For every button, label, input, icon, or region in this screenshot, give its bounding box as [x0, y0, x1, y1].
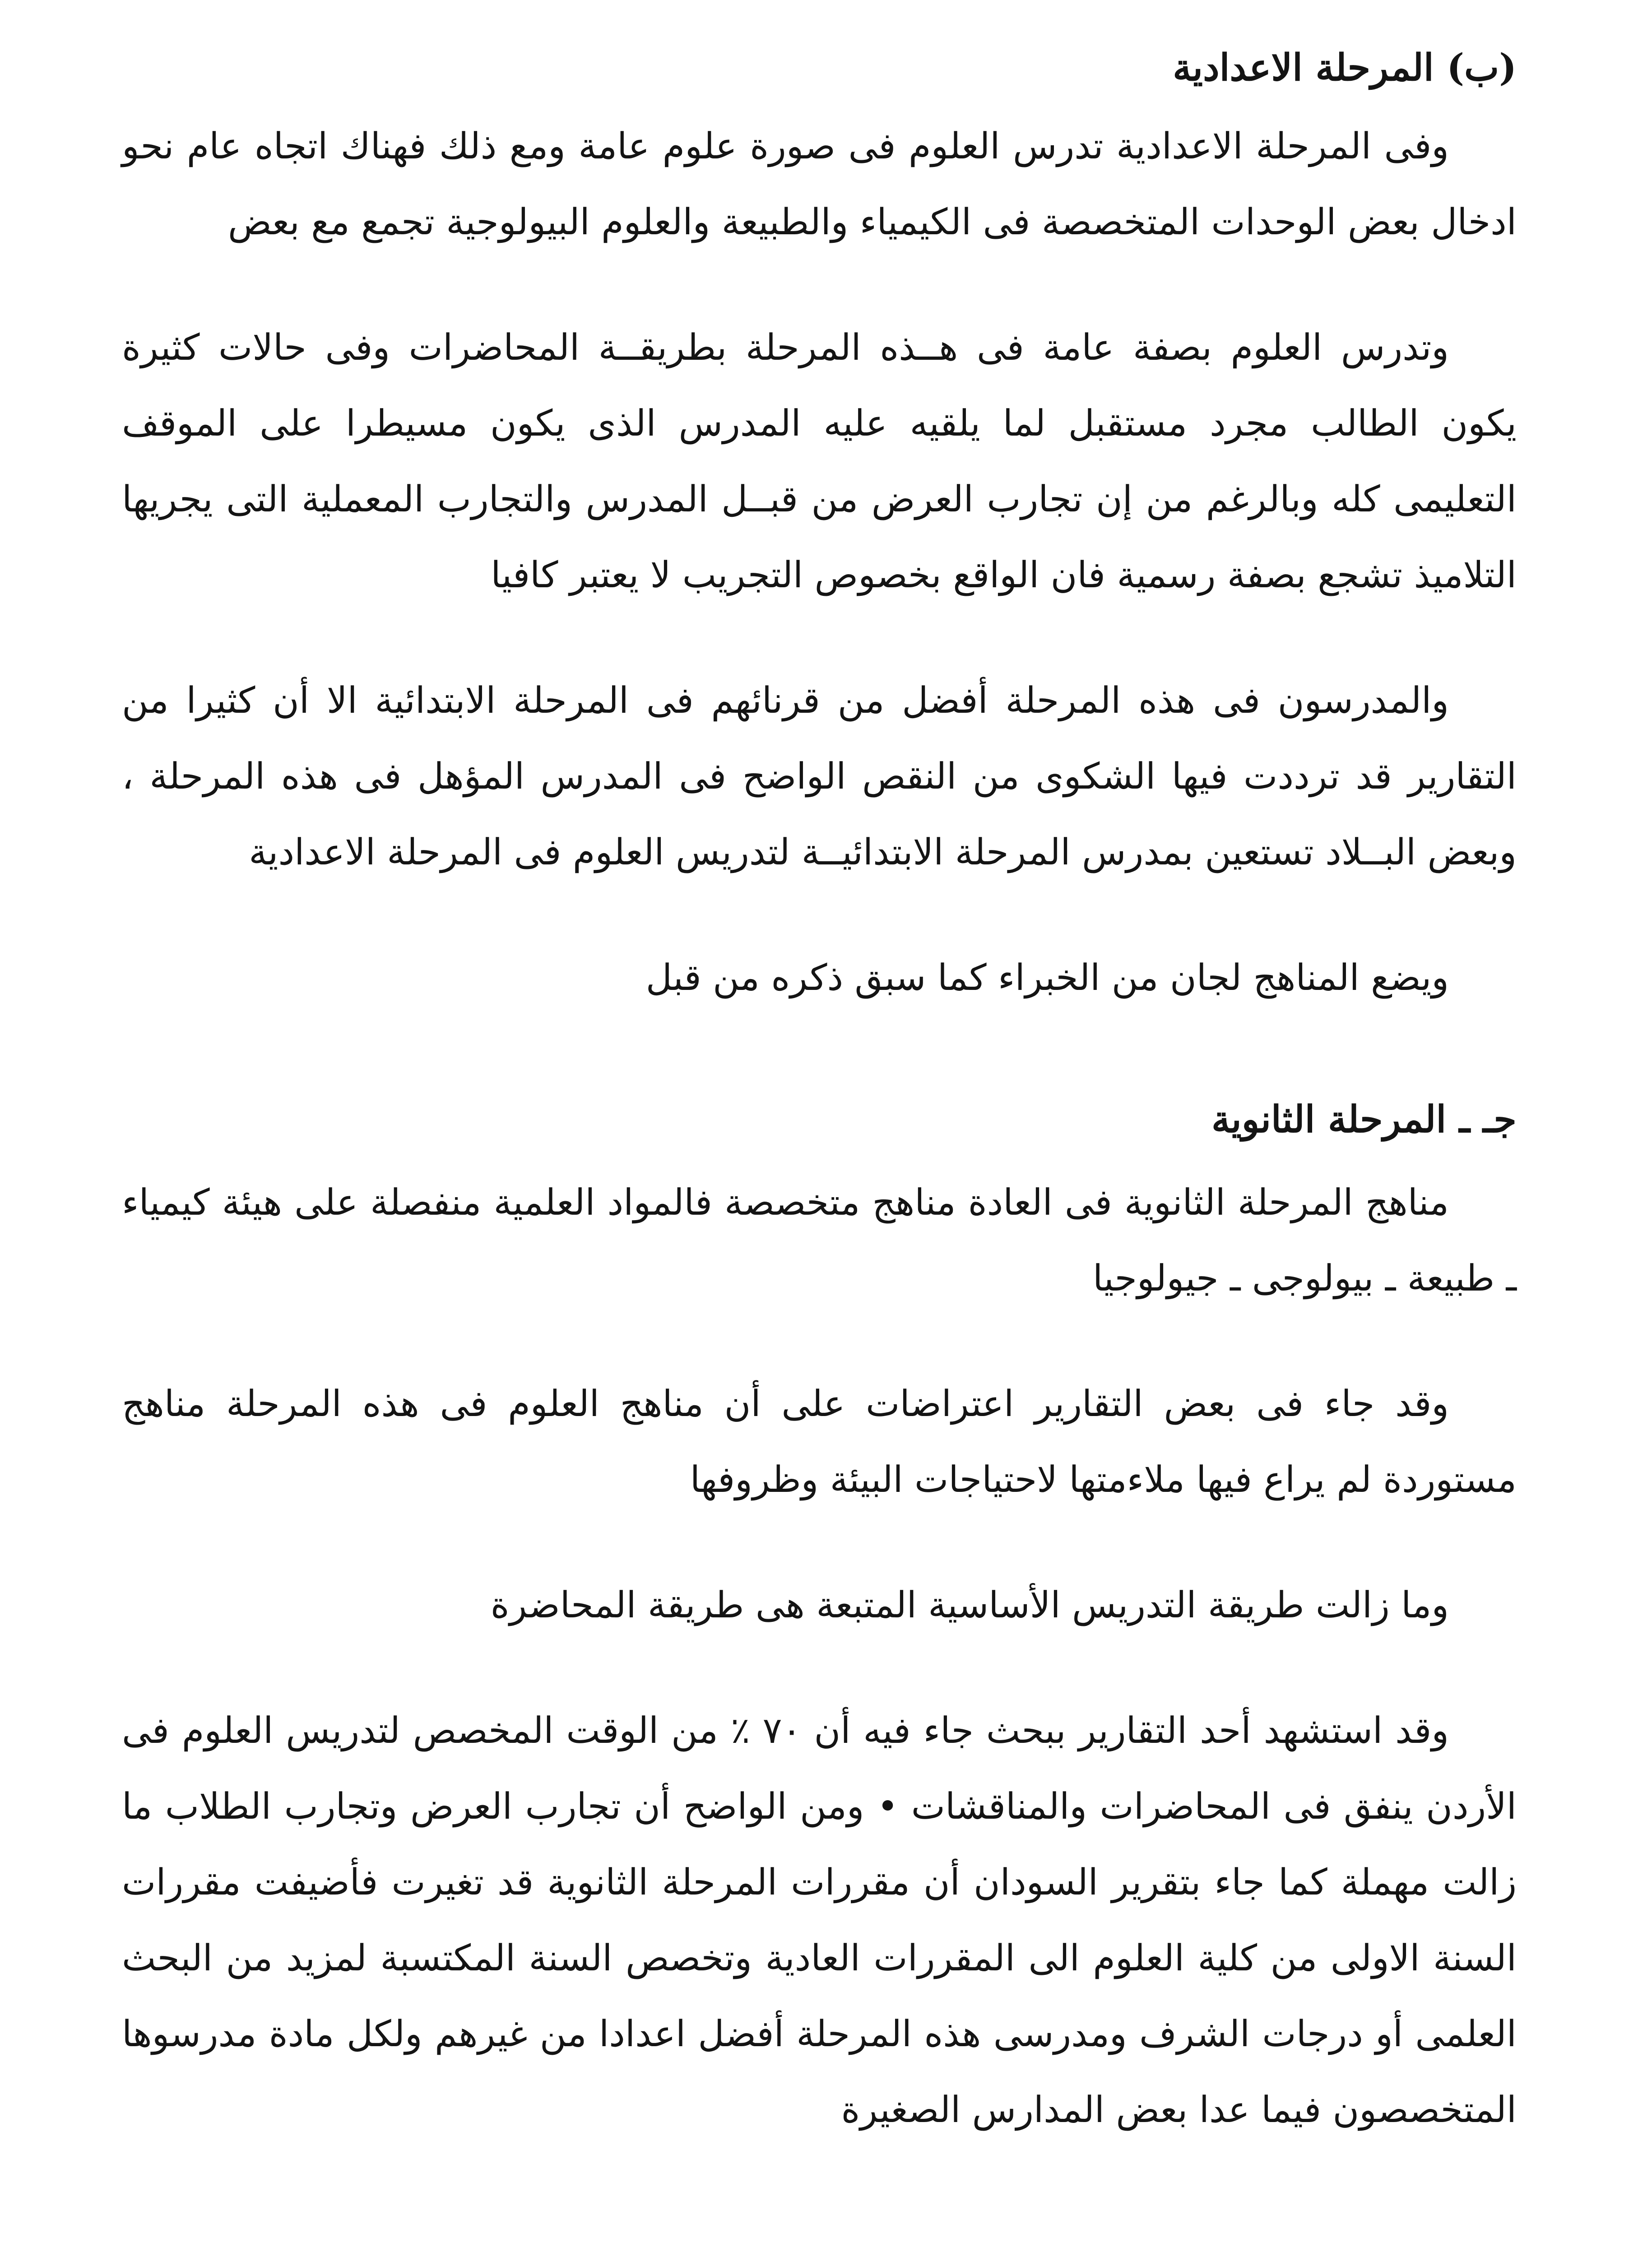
paragraph-secondary-1: مناهج المرحلة الثانوية فى العادة مناهج متخصصة فالمواد العلمية منفصلة على هيئة كيمياء ـ طبيعة ـ بيولوجى ـ جيولوجيا: [122, 1181, 1517, 1299]
section-heading-preparatory: (ب) المرحلة الاعدادية: [1173, 46, 1517, 89]
paragraph-preparatory-3: والمدرسون فى هذه المرحلة أفضل من قرنائهم فى المرحلة الابتدائية الا أن كثيرا من التقارير قد ترددت فيها الشكوى من النقص الواضح فى المدرس المؤهل فى هذه المرحلة ، وبعض البــلاد تستعين بمدرس المرحلة الابتدائيــة لتدريس العلوم فى المرحلة الاعدادية: [122, 679, 1517, 873]
paragraph-secondary-3: وما زالت طريقة التدريس الأساسية المتبعة هى طريقة المحاضرة: [490, 1584, 1449, 1626]
paragraph-preparatory-4: ويضع المناهج لجان من الخبراء كما سبق ذكره من قبل: [645, 957, 1449, 998]
paragraph-secondary-4: وقد استشهد أحد التقارير ببحث جاء فيه أن ٧٠ ٪ من الوقت المخصص لتدريس العلوم فى الأردن ينفق فى المحاضرات والمناقشات • ومن الواضح أن تجارب العرض وتجارب الطلاب ما زالت مهملة كما جاء بتقرير السودان أن مقررات المرحلة الثانوية قد تغيرت فأضيفت مقررات السنة الاولى من كلية العلوم الى المقررات العادية وتخصص السنة المكتسبة لمزيد من البحث العلمى أو درجات الشرف ومدرسى هذه المرحلة أفضل اعدادا من غيرهم ولكل مادة مدرسوها المتخصصون فيما عدا بعض المدارس الصغيرة: [122, 1709, 1517, 2131]
paragraph-secondary-2: وقد جاء فى بعض التقارير اعتراضات على أن مناهج العلوم فى هذه المرحلة مناهج مستوردة لم يراع فيها ملاءمتها لاحتياجات البيئة وظروفها: [122, 1383, 1517, 1500]
paragraph-preparatory-2: وتدرس العلوم بصفة عامة فى هــذه المرحلة بطريقــة المحاضرات وفى حالات كثيرة يكون الطالب مجرد مستقبل لما يلقيه عليه المدرس الذى يكون مسيطرا على الموقف التعليمى كله وبالرغم من إن تجارب العرض من قبــل المدرس والتجارب المعملية التى يجريها التلاميذ تشجع بصفة رسمية فان الواقع بخصوص التجريب لا يعتبر كافيا: [122, 326, 1517, 596]
section-heading-secondary: جـ ـ المرحلة الثانوية: [1211, 1098, 1517, 1141]
paragraph-preparatory-1: وفى المرحلة الاعدادية تدرس العلوم فى صورة علوم عامة ومع ذلك فهناك اتجاه عام نحو ادخال بعض الوحدات المتخصصة فى الكيمياء والطبيعة والعلوم البيولوجية تجمع مع بعض: [122, 125, 1517, 243]
page-content: [122, 41, 1517, 2197]
